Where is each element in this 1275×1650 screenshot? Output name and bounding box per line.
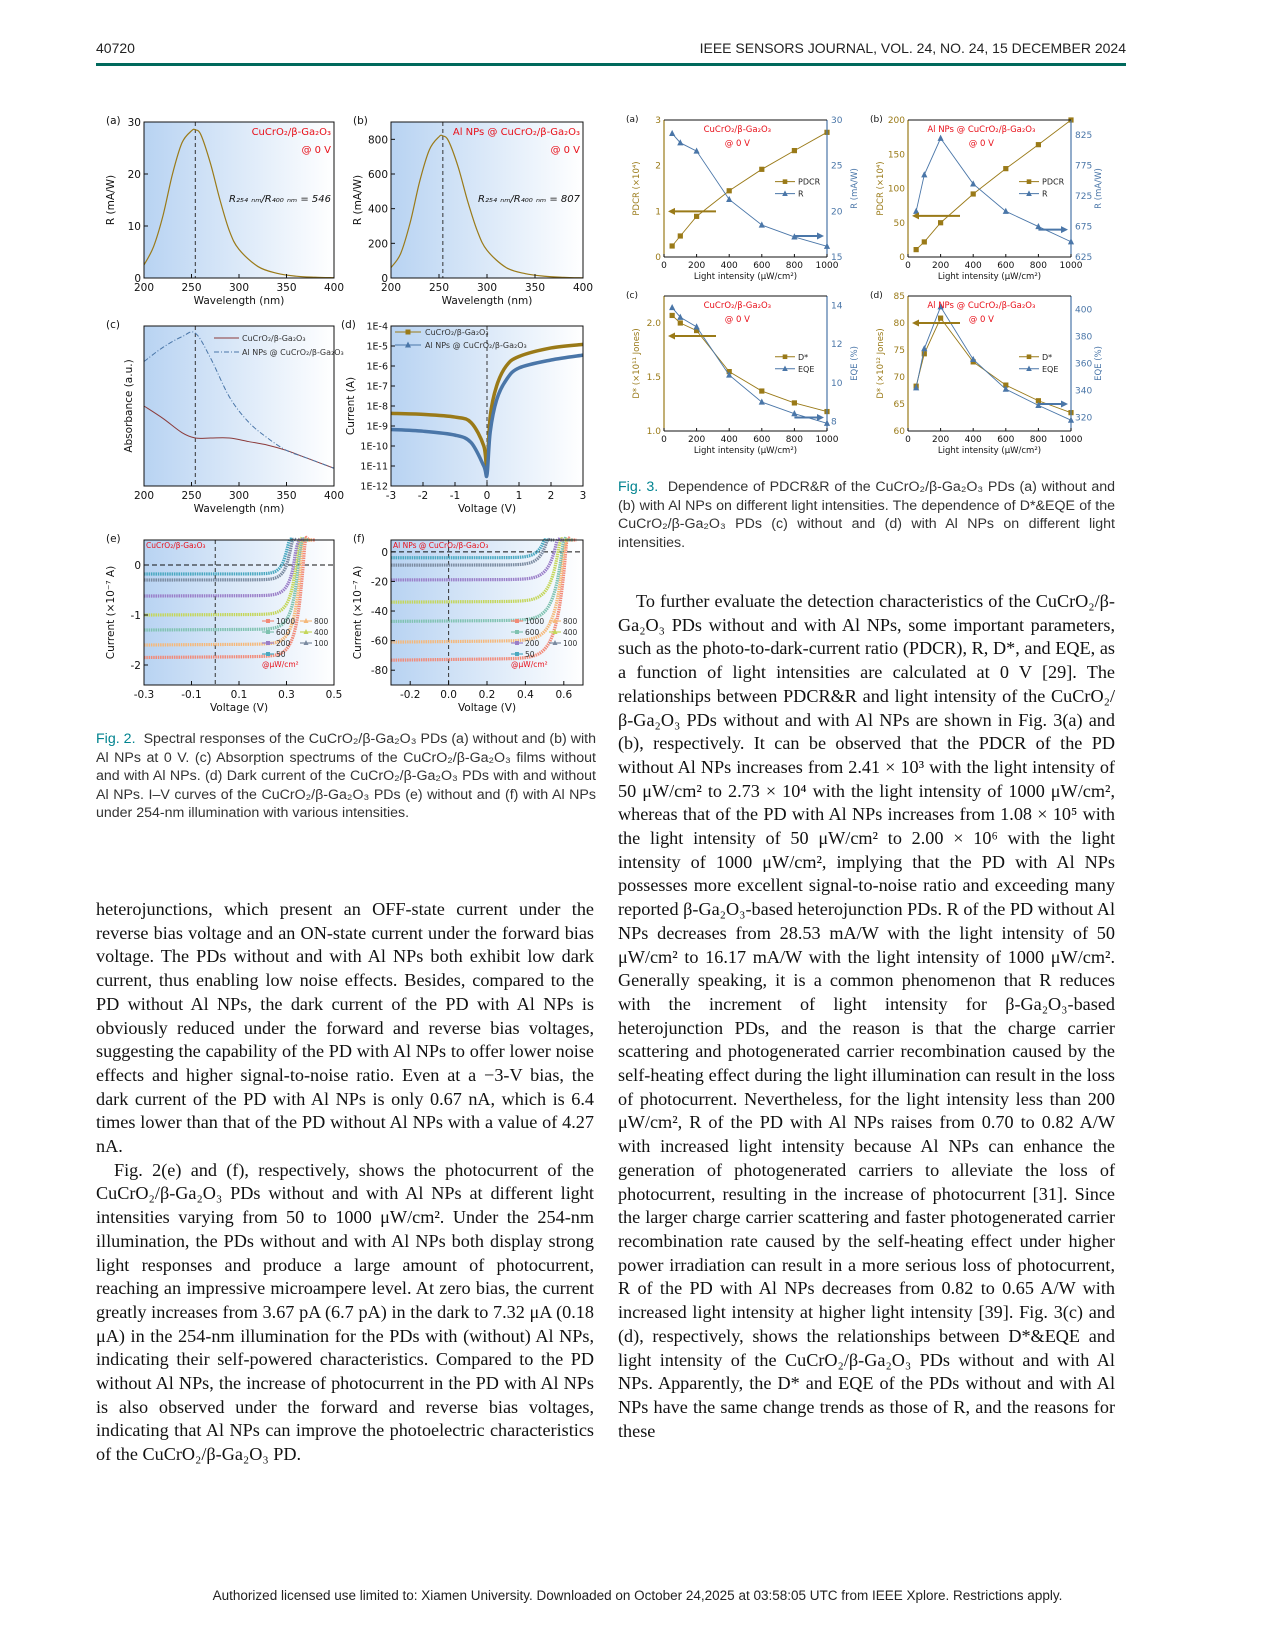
legend-entry: Al NPs @ CuCrO₂/β-Ga₂O₃	[425, 341, 527, 350]
y-tick-label: 1E-6	[366, 361, 388, 373]
x-axis-label: Voltage (V)	[457, 702, 517, 714]
x-tick-label: 400	[323, 490, 345, 502]
panel-title: @ 0 V	[301, 145, 331, 156]
y-axis-label-left: D* (×10¹¹ Jones)	[632, 328, 642, 399]
x-tick-label: 200	[932, 261, 950, 271]
x-tick-label: 200	[688, 435, 706, 445]
legend-entry: R	[1042, 189, 1048, 199]
y-tick-label: 0	[655, 253, 661, 263]
panel-label: (d)	[870, 291, 883, 301]
y-axis-label-left: PDCR (×10⁴)	[632, 161, 642, 216]
x-tick-label: 250	[181, 490, 202, 502]
legend-entry: CuCrO₂/β-Ga₂O₃	[242, 334, 306, 343]
legend-entry: 1000	[276, 617, 296, 626]
y-tick-label: 800	[367, 134, 388, 147]
y-tick-label-right: 360	[1075, 359, 1093, 370]
legend-unit: @μW/cm²	[511, 660, 548, 669]
panel-title: CuCrO₂/β-Ga₂O₃	[251, 127, 331, 138]
y-tick-label-right: 625	[1075, 253, 1093, 263]
x-tick-label: 600	[997, 435, 1015, 445]
y-tick-label: 20	[127, 169, 141, 181]
legend-entry: 50	[276, 650, 286, 659]
legend-entry: 600	[276, 628, 291, 637]
fig2e-plot-area	[144, 540, 334, 685]
y-tick-label-right: 400	[1075, 305, 1093, 316]
x-tick-label: -1	[449, 490, 461, 502]
x-tick-label: 200	[932, 435, 950, 445]
y-tick-label: 1E-4	[366, 321, 388, 333]
x-tick-label: 600	[753, 261, 771, 271]
x-tick-label: 400	[720, 435, 738, 445]
x-axis-label: Light intensity (μW/cm²)	[937, 446, 1042, 456]
panel-bias: @ 0 V	[724, 315, 750, 325]
x-tick-label: -0.3	[133, 689, 155, 701]
x-tick-label: 0.2	[478, 689, 496, 701]
y-tick-label: 150	[887, 150, 905, 161]
y-tick-label: 1	[655, 207, 661, 218]
y-axis-label-right: R (mA/W)	[850, 168, 860, 209]
legend-entry: 200	[525, 639, 540, 648]
panel-label: (a)	[106, 115, 121, 127]
figure-3	[612, 108, 1127, 463]
y-tick-label: 0	[134, 273, 141, 285]
y-tick-label: 1E-7	[366, 381, 388, 393]
panel-label: (b)	[353, 115, 368, 127]
figure-2-caption-text: Spectral responses of the CuCrO₂/β-Ga₂O₃ PDs (a) without and (b) with Al NPs at 0 V. (c) Absorption spectrums of the CuCrO₂/β-Ga₂O₃ films without and with Al NPs. (d) Dark current of the CuCrO₂/β-Ga₂O₃ PDs with and without Al NPs. I–V curves of the CuCrO₂/β-Ga₂O₃ PDs (e) without and (f) with Al NPs under 254-nm illumination with various intensities.	[96, 731, 596, 821]
y-tick-label-right: 675	[1075, 222, 1093, 233]
x-tick-label: 400	[720, 261, 738, 271]
figure-3-caption	[618, 478, 1115, 552]
x-tick-label: 0.0	[440, 689, 457, 701]
x-tick-label: 1000	[815, 261, 839, 271]
y-tick-label-right: 25	[831, 161, 843, 172]
y-tick-label: 0	[899, 253, 905, 263]
x-tick-label: 0	[661, 261, 667, 271]
legend-entry: EQE	[1042, 364, 1059, 374]
panel-title: Al NPs @ CuCrO₂/β-Ga₂O₃	[452, 127, 580, 138]
responsivity-ratio: R₂₅₄ ₙₘ/R₄₀₀ ₙₘ = 546	[229, 194, 331, 205]
running-header	[96, 40, 1126, 60]
y-tick-label: 1.5	[646, 373, 661, 383]
y-tick-label: 60	[893, 427, 905, 437]
legend-entry: 800	[314, 617, 329, 626]
x-tick-label: 200	[688, 261, 706, 271]
figure-2-caption-label: Fig. 2.	[96, 731, 136, 747]
y-axis-label-right: EQE (%)	[1094, 346, 1104, 381]
x-tick-label: 1000	[1059, 261, 1083, 271]
y-tick-label-right: 8	[831, 417, 837, 428]
y-tick-label: -20	[370, 576, 388, 589]
y-tick-label: 0	[381, 546, 388, 559]
figure-2-caption	[96, 730, 596, 823]
x-tick-label: 250	[428, 282, 450, 294]
y-tick-label: -60	[370, 635, 388, 648]
x-tick-label: 0	[661, 435, 667, 445]
legend-entry: R	[798, 189, 804, 199]
panel-label: (e)	[106, 533, 121, 545]
y-tick-label-right: 320	[1075, 413, 1093, 424]
y-tick-label: 85	[893, 292, 905, 302]
x-tick-label: 350	[276, 490, 297, 502]
y-tick-label: 1.0	[646, 427, 661, 437]
x-tick-label: 350	[276, 282, 297, 294]
x-tick-label: 0	[905, 261, 911, 271]
panel-label: (c)	[626, 291, 638, 301]
y-tick-label: 1E-11	[360, 461, 388, 473]
x-tick-label: 400	[964, 261, 982, 271]
legend-entry: Al NPs @ CuCrO₂/β-Ga₂O₃	[242, 348, 344, 357]
y-tick-label: 100	[887, 184, 905, 195]
y-tick-label: 600	[367, 169, 388, 181]
y-tick-label: 65	[893, 400, 905, 410]
x-tick-label: 0.3	[278, 689, 295, 701]
legend-entry: 200	[276, 639, 291, 648]
x-axis-label: Voltage (V)	[209, 702, 269, 714]
paragraph: heterojunctions, which present an OFF-state current under the reverse bias voltage and an ON-state current under the forward bias voltage. The PDs without and with Al NPs both exhibit low dark current, thus enabling low noise effects. Besides, compared to the PD without Al NPs, the dark current of the PD with Al NPs is obviously reduced under the forward and reverse bias voltages, suggesting the capability of the PD with Al NPs to offer lower noise effects and higher signal-to-noise ratio. Even at a −3-V bias, the dark current of the PD with Al NPs is only 0.67 nA, which is 6.4 times lower than that of the PD without Al NPs with a value of 4.27 nA.	[96, 899, 594, 1157]
panel-label: (b)	[870, 115, 883, 125]
panel-bias: @ 0 V	[968, 315, 994, 325]
x-axis-label: Light intensity (μW/cm²)	[937, 272, 1042, 282]
y-tick-label: 400	[367, 203, 388, 216]
x-tick-label: 350	[524, 282, 546, 294]
legend-entry: 400	[314, 628, 329, 637]
y-tick-label-right: 340	[1075, 386, 1093, 397]
y-tick-label: -80	[370, 665, 388, 678]
legend-entry: PDCR	[1042, 177, 1065, 187]
y-tick-label: 200	[887, 116, 905, 126]
y-tick-label: 2.0	[646, 319, 661, 329]
x-tick-label: 0.1	[230, 689, 248, 701]
x-tick-label: 400	[572, 282, 594, 294]
panel-label: (f)	[353, 533, 365, 545]
y-tick-label-right: 15	[831, 253, 843, 263]
y-axis-label-left: PDCR (×10⁴)	[876, 161, 886, 216]
y-tick-label-right: 30	[831, 116, 843, 126]
y-tick-label: 200	[367, 238, 388, 251]
x-tick-label: 800	[1029, 435, 1047, 445]
legend-entry: 800	[563, 617, 578, 626]
x-tick-label: 0	[905, 435, 911, 445]
panel-title: Al NPs @ CuCrO₂/β-Ga₂O₃	[927, 301, 1036, 311]
y-tick-label-right: 12	[831, 340, 843, 351]
y-tick-label: 70	[893, 373, 905, 383]
right-column-text	[618, 590, 1115, 1443]
y-axis-label: Current (A)	[345, 376, 357, 436]
y-tick-label: 30	[127, 117, 141, 129]
x-tick-label: 0.5	[325, 689, 343, 701]
y-tick-label: 50	[893, 218, 905, 229]
panel-bias: @ 0 V	[968, 139, 994, 149]
y-tick-label: 0	[134, 560, 141, 572]
y-tick-label-right: 380	[1075, 332, 1093, 343]
panel-title: CuCrO₂/β-Ga₂O₃	[703, 125, 772, 135]
y-tick-label-right: 20	[831, 207, 843, 218]
panel-title: @ 0 V	[550, 145, 580, 156]
y-axis-label: Current (×10⁻⁷ A)	[352, 565, 364, 660]
y-axis-label-right: EQE (%)	[850, 346, 860, 381]
y-tick-label: 0	[381, 273, 388, 285]
x-axis-label: Light intensity (μW/cm²)	[693, 272, 798, 282]
x-tick-label: -0.1	[181, 689, 202, 701]
paragraph: Fig. 2(e) and (f), respectively, shows the photocurrent of the CuCrO₂/β-Ga₂O₃ PDs without and with Al NPs at different light intensities varying from 50 to 1000 μW/cm². Under the 254-nm illumination, the PDs without and with Al NPs both display strong light responses and produce a large amount of photocurrent, reaching an impressive microampere level. At zero bias, the current greatly increases from 3.67 pA (6.7 pA) in the dark to 7.32 μA (0.18 μA) in the 254-nm illumination for the PDs with (without) Al NPs, indicating their self-powered characteristics. Compared to the PD without Al NPs, the increase of photocurrent in the PD with Al NPs is also observed under the forward and reverse bias voltages, indicating that Al NPs can improve the photoelectric characteristics of the CuCrO₂/β-Ga₂O₃ PD.	[96, 1159, 594, 1465]
license-footer: Authorized licensed use limited to: Xiamen University. Downloaded on October 24,2025 at 03:58:05 UTC from IEEE Xplore. Restrictions apply.	[212, 1588, 1063, 1603]
x-tick-label: 800	[1029, 261, 1047, 271]
figure-3-caption-label: Fig. 3.	[618, 479, 659, 495]
panel-label: (d)	[341, 319, 356, 331]
legend-entry: 100	[314, 639, 329, 648]
figure-3-caption-text: Dependence of PDCR&R of the CuCrO₂/β-Ga₂O₃ PDs (a) without and (b) with Al NPs on different light intensities. The dependence of D*&EQE of the CuCrO₂/β-Ga₂O₃ PDs (c) without and (d) with Al NPs on different light intensities.	[618, 479, 1115, 551]
x-tick-label: 1000	[815, 435, 839, 445]
legend-entry: D*	[798, 352, 809, 362]
y-tick-label: -1	[130, 610, 141, 622]
x-axis-label: Light intensity (μW/cm²)	[693, 446, 798, 456]
legend-entry: D*	[1042, 352, 1053, 362]
legend-entry: 600	[525, 628, 540, 637]
legend-entry: 1000	[525, 617, 545, 626]
x-tick-label: 600	[997, 261, 1015, 271]
y-tick-label: 80	[893, 319, 905, 329]
legend-entry: PDCR	[798, 177, 821, 187]
y-tick-label: 1E-9	[366, 421, 388, 433]
x-tick-label: 250	[181, 282, 202, 294]
y-axis-label: R (mA/W)	[352, 174, 364, 226]
y-tick-label: -40	[370, 606, 388, 619]
y-axis-label: Current (×10⁻⁷ A)	[105, 565, 117, 660]
journal-citation: IEEE SENSORS JOURNAL, VOL. 24, NO. 24, 15 DECEMBER 2024	[699, 40, 1126, 56]
x-tick-label: -3	[385, 490, 397, 502]
y-axis-label-left: D* (×10¹² Jones)	[876, 328, 886, 399]
paragraph: To further evaluate the detection characteristics of the CuCrO₂/β-Ga₂O₃ PDs without and with Al NPs, some important parameters, such as the photo-to-dark-current ratio (PDCR), R, D*, and EQE, as a function of light intensities are calculated at 0 V [29]. The relationships between PDCR&R and light intensity of the CuCrO₂/β-Ga₂O₃ PDs without and with Al NPs are shown in Fig. 3(a) and (b), respectively. It can be observed that the PDCR of the PD without Al NPs increases from 2.41 × 10³ with the light intensity of 50 μW/cm² to 2.73 × 10⁴ with the light intensity of 1000 μW/cm², whereas that of the PD with Al NPs increases from 1.08 × 10⁵ with the light intensity of 50 μW/cm² to 2.00 × 10⁶ with the light intensity of 1000 μW/cm², implying that the PD with Al NPs possesses more excellent signal-to-noise ratio and exceeding many reported β-Ga₂O₃-based heterojunction PDs. R of the PD without Al NPs decreases from 28.53 mA/W with the light intensity of 50 μW/cm² to 16.17 mA/W with the light intensity of 1000 μW/cm². Generally speaking, it is a common phenomenon that R reduces with the increment of light intensity for β-Ga₂O₃-based heterojunction PDs, and the reason is that the charge carrier scattering and photogenerated carrier recombination caused by the self-heating effect during the light illumination can result in the loss of photocurrent. Nevertheless, for the light intensity less than 200 μW/cm², R of the PD with Al NPs raises from 0.70 to 0.82 A/W with increased light intensity because Al NPs can enhance the generation of photogenerated carriers to alleviate the loss of photocurrent, resulting in the increase of photocurrent [31]. Since the larger charge carrier scattering and faster photogenerated carrier recombination rate caused by the self-heating effect under higher power irradiation can result in a more serious loss of photocurrent, R of the PD with Al NPs decreases from 0.82 to 0.65 A/W with increased light intensity at higher light intensity [39]. Fig. 3(c) and (d), respectively, shows the relationships between D*&EQE and light intensity of the CuCrO₂/β-Ga₂O₃ PDs without and with Al NPs. Apparently, the D* and EQE of the PDs without and with Al NPs have the same change trends as those of R, and the reasons for these	[618, 591, 1115, 1441]
panel-title: CuCrO₂/β-Ga₂O₃	[146, 541, 206, 550]
y-tick-label: 2	[655, 161, 661, 172]
page-number: 40720	[96, 40, 135, 56]
x-tick-label: 1000	[1059, 435, 1083, 445]
panel-title: Al NPs @ CuCrO₂/β-Ga₂O₃	[927, 125, 1036, 135]
panel-title: Al NPs @ CuCrO₂/β-Ga₂O₃	[393, 541, 489, 550]
legend-entry: 50	[525, 650, 535, 659]
y-tick-label-right: 725	[1075, 192, 1093, 203]
x-tick-label: 200	[133, 490, 155, 502]
y-tick-label: -2	[130, 660, 141, 672]
x-tick-label: 2	[547, 490, 555, 502]
legend-entry: CuCrO₂/β-Ga₂O₃	[425, 328, 489, 337]
y-tick-label: 10	[127, 221, 141, 233]
y-tick-label: 1E-5	[366, 341, 388, 353]
y-tick-label-right: 14	[831, 301, 843, 312]
x-tick-label: 0.6	[555, 689, 573, 701]
x-tick-label: 300	[228, 282, 250, 294]
x-tick-label: 300	[476, 282, 498, 294]
x-tick-label: 200	[380, 282, 402, 294]
legend-entry: 400	[563, 628, 578, 637]
x-tick-label: 0	[483, 490, 491, 502]
y-tick-label: 75	[893, 346, 905, 356]
y-tick-label: 3	[655, 116, 661, 126]
header-rule	[96, 63, 1126, 66]
x-tick-label: 300	[228, 490, 250, 502]
x-tick-label: 3	[579, 490, 587, 502]
y-tick-label: 1E-8	[366, 401, 388, 413]
legend-entry: 100	[563, 639, 578, 648]
panel-title: CuCrO₂/β-Ga₂O₃	[703, 301, 772, 311]
responsivity-ratio: R₂₅₄ ₙₘ/R₄₀₀ ₙₘ = 807	[478, 194, 580, 205]
y-axis-label: Absorbance (a.u.)	[123, 359, 135, 453]
x-tick-label: 800	[785, 261, 803, 271]
figure-2	[96, 108, 606, 718]
x-tick-label: 0.4	[517, 689, 534, 701]
x-axis-label: Wavelength (nm)	[441, 295, 533, 307]
x-tick-label: -0.2	[399, 689, 421, 701]
y-tick-label-right: 775	[1075, 161, 1093, 172]
y-tick-label: 1E-10	[360, 441, 388, 453]
panel-label: (a)	[626, 115, 639, 125]
x-tick-label: 400	[323, 282, 345, 294]
x-tick-label: 600	[753, 435, 771, 445]
x-tick-label: 400	[964, 435, 982, 445]
x-tick-label: 1	[515, 490, 523, 502]
x-tick-label: -2	[417, 490, 429, 502]
y-tick-label-right: 10	[831, 378, 843, 389]
x-axis-label: Voltage (V)	[457, 503, 517, 515]
y-tick-label: 1E-12	[360, 481, 388, 493]
panel-label: (c)	[106, 319, 120, 331]
y-axis-label: R (mA/W)	[105, 174, 117, 226]
legend-unit: @μW/cm²	[262, 660, 299, 669]
x-axis-label: Wavelength (nm)	[193, 295, 285, 307]
y-axis-label-right: R (mA/W)	[1094, 168, 1104, 209]
panel-bias: @ 0 V	[724, 139, 750, 149]
x-tick-label: 200	[133, 282, 155, 294]
left-column-text	[96, 898, 594, 1467]
legend-entry: EQE	[798, 364, 815, 374]
x-tick-label: 800	[785, 435, 803, 445]
x-axis-label: Wavelength (nm)	[193, 503, 285, 515]
y-tick-label-right: 825	[1075, 131, 1093, 142]
